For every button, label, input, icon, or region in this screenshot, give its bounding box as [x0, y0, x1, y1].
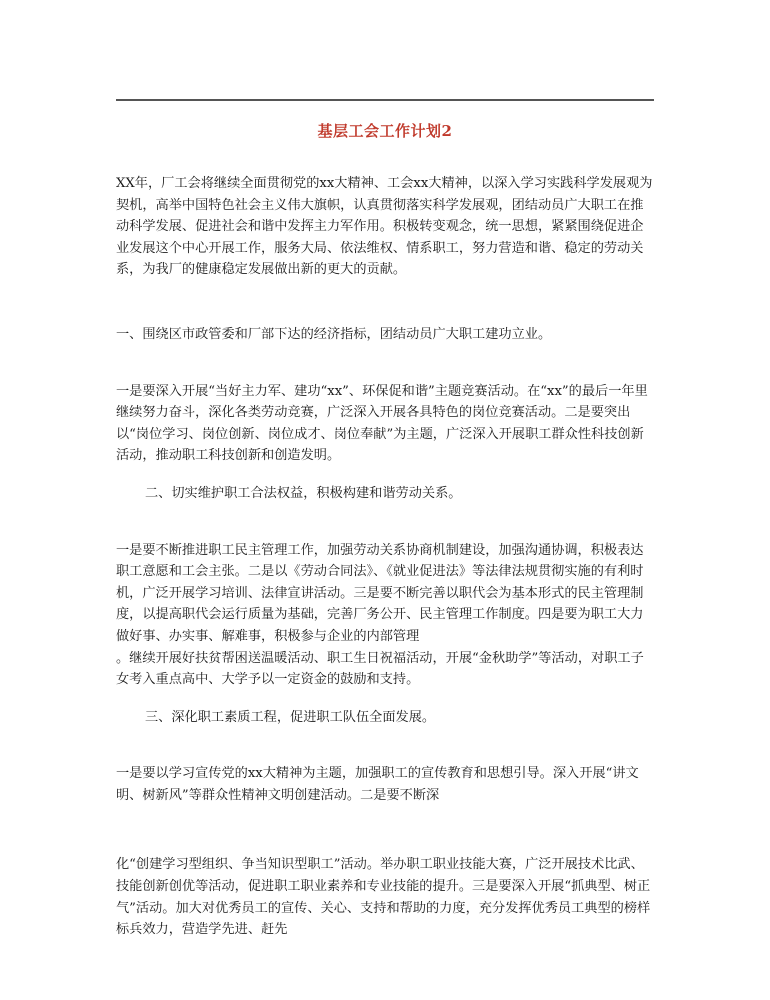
section-heading-2: 二、切实维护职工合法权益，积极构建和谐劳动关系。	[145, 485, 462, 501]
spacer	[116, 505, 656, 540]
intro-paragraph: XX年，厂工会将继续全面贯彻党的xx大精神、工会xx大精神，以深入学习实践科学发展观为契机，高举中国特色社会主义伟大旗帜，认真贯彻落实科学发展观，团结动员广大职工在推动科学发展、促进社会和谐中发挥主力军作用。积极转变观念，统一思想，紧紧围绕促进企业发展这个中心开展工作，服务大局、依法维权、情系职工，努力营造和谐、稳定的劳动关系，为我厂的健康稳定发展做出新的更大的贡献。	[116, 176, 653, 278]
section-1-paragraph: 一是要深入开展“当好主力军、建功“xx”、环保促和谐”主题竞赛活动。在“xx”的最后一年里继续努力奋斗，深化各类劳动竞赛，广泛深入开展各具特色的岗位竞赛活动。二是要突出以“岗位学习、岗位创新、岗位成才、岗位奉献”为主题，广泛深入开展职工群众性科技创新活动，推动职工科技创新和创造发明。	[116, 383, 648, 464]
spacer	[116, 467, 656, 483]
section-2-paragraph: 一是要不断推进职工民主管理工作，加强劳动关系协商机制建设，加强沟通协调，积极表达职工意愿和工会主张。二是以《劳动合同法》、《就业促进法》等法律法规贯彻实施的有利时机，广泛开展学习培训、法律宣讲活动。三是要不断完善以职代会为基本形式的民主管理制度，以提高职代会运行质量为基础，完善厂务公开、民主管理工作制度。四是要为职工大力做好事、办实事、解难事，积极参与企业的内部管理	[116, 542, 644, 644]
section-2-continuation: 。继续开展好扶贫帮困送温暖活动、职工生日祝福活动，开展“金秋助学”等活动，对职工子女考入重点高中、大学予以一定资金的鼓励和支持。	[116, 650, 644, 688]
document-title: 基层工会工作计划2	[317, 122, 453, 140]
document-body	[116, 173, 656, 941]
spacer	[116, 691, 656, 707]
section-3-paragraph: 一是要以学习宣传党的xx大精神为主题，加强职工的宣传教育和思想引导。深入开展“讲文明、树新风”等群众性精神文明创建活动。二是要不断深	[116, 766, 639, 803]
section-heading-1: 一、围绕区市政管委和厂部下达的经济指标，团结动员广大职工建功立业。	[116, 326, 552, 342]
spacer	[116, 728, 656, 763]
section-heading-3: 三、深化职工素质工程，促进职工队伍全面发展。	[145, 709, 436, 725]
spacer	[116, 281, 656, 324]
spacer	[116, 346, 656, 381]
header-rule	[116, 99, 654, 101]
spacer	[116, 806, 656, 854]
section-3-continuation: 化“创建学习型组织、争当知识型职工”活动。举办职工职业技能大赛，广泛开展技术比武、技能创新创优等活动，促进职工职业素养和专业技能的提升。三是要深入开展“抓典型、树正气”活动。加大对优秀员工的宣传、关心、支持和帮助的力度，充分发挥优秀员工典型的榜样标兵效力，营造学先进、赶先	[116, 857, 651, 938]
